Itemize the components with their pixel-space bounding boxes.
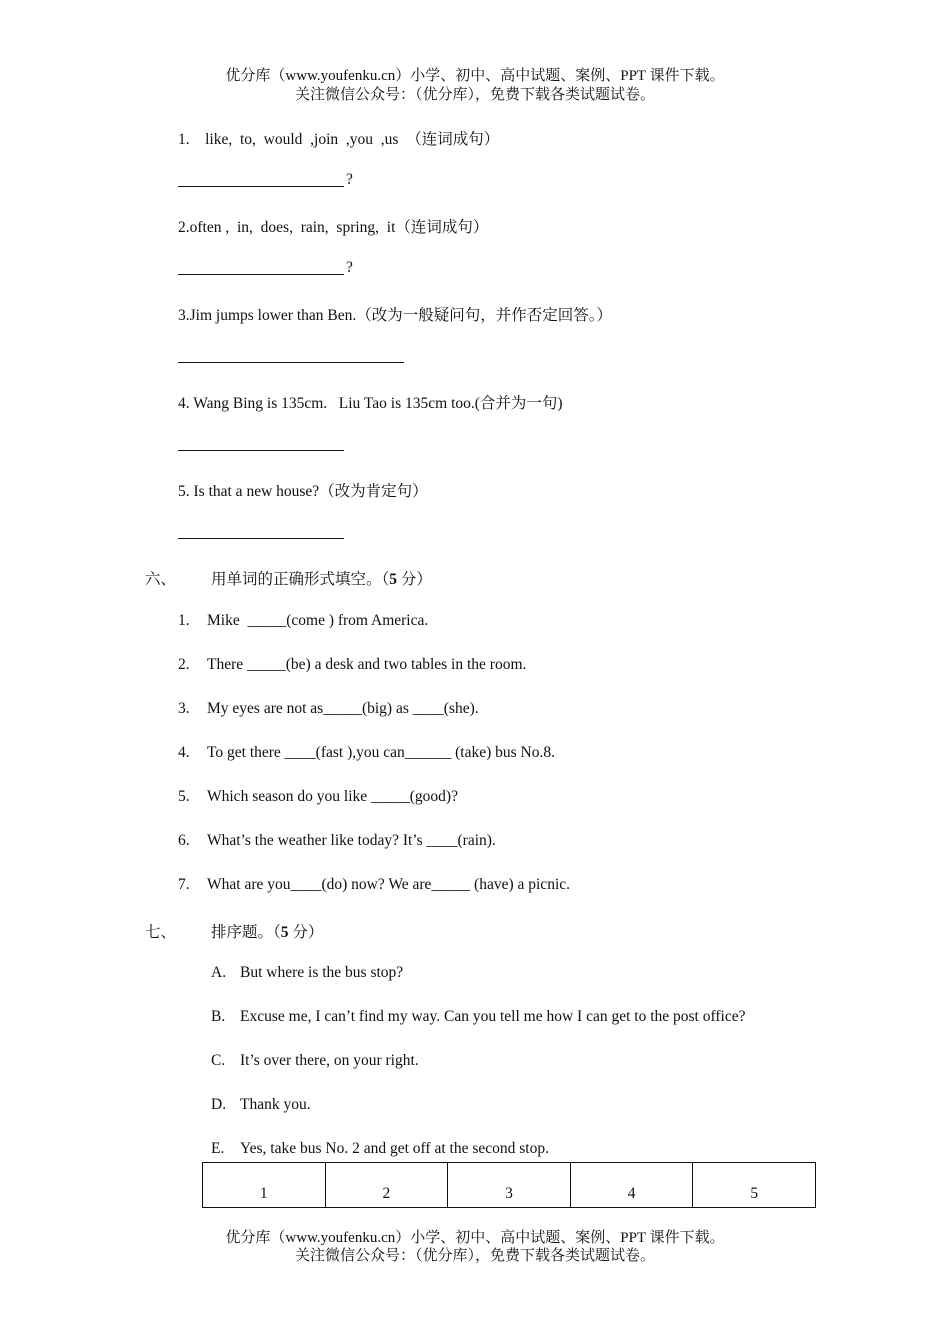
fill-item-text: What’s the weather like today? It’s ____(rain). [207, 832, 496, 849]
order-option-text: It’s over there, on your right. [240, 1052, 419, 1069]
section-6-unit: 分） [397, 571, 432, 588]
order-cell-1[interactable]: 1 [203, 1163, 326, 1208]
header-line-2: 关注微信公众号：（优分库），免费下载各类试题试卷。 [294, 87, 655, 103]
section-7-heading [145, 920, 323, 942]
fill-item-text: Which season do you like _____(good)? [207, 788, 458, 805]
order-option-d [211, 1096, 311, 1114]
section-7-number: 七、 [145, 924, 177, 941]
order-option-label: A. [211, 964, 227, 981]
footer-line-2: 关注微信公众号：（优分库），免费下载各类试题试卷。 [294, 1248, 655, 1264]
answer-line-5 [178, 538, 344, 539]
fill-item [178, 656, 526, 674]
fill-item [178, 744, 555, 762]
fill-item [178, 788, 458, 806]
fill-item-number: 2. [178, 656, 190, 673]
fill-item-number: 3. [178, 700, 190, 717]
order-option-a [211, 964, 403, 982]
order-option-text: Yes, take bus No. 2 and get off at the second stop. [240, 1140, 549, 1157]
order-option-e [211, 1140, 549, 1158]
table-row [203, 1163, 816, 1208]
question-item-5: 5. Is that a new house?（改为肯定句） [178, 483, 428, 500]
fill-item [178, 832, 496, 850]
order-option-text: But where is the bus stop? [240, 964, 404, 981]
order-option-b [211, 1008, 745, 1026]
answer-line-4 [178, 450, 344, 451]
question-item-4: 4. Wang Bing is 135cm. Liu Tao is 135cm too.(合并为一句) [178, 395, 563, 412]
order-option-c [211, 1052, 419, 1070]
fill-item [178, 612, 428, 630]
header-line-1: 优分库（www.youfenku.cn）小学、初中、高中试题、案例、PPT 课件下载。 [225, 68, 725, 84]
fill-item-text: To get there ____(fast ),you can______ (take) bus No.8. [207, 744, 556, 761]
fill-item-text: My eyes are not as_____(big) as ____(she). [207, 700, 479, 717]
fill-item-number: 1. [178, 612, 190, 629]
fill-item-number: 6. [178, 832, 190, 849]
question-item-2: 2.often , in, does, rain, spring, it（连词成句） [178, 219, 489, 236]
section-6-heading [145, 567, 432, 589]
fill-item-number: 5. [178, 788, 190, 805]
section-7-score: 5 [280, 924, 289, 941]
fill-item-text: Mike _____(come ) from America. [207, 612, 429, 629]
order-answer-table [202, 1162, 816, 1208]
fill-item [178, 700, 479, 718]
answer-suffix-2: ? [346, 259, 353, 276]
answer-line-1 [178, 186, 344, 187]
footer-line-1: 优分库（www.youfenku.cn）小学、初中、高中试题、案例、PPT 课件下载。 [225, 1230, 725, 1246]
fill-item-text: There _____(be) a desk and two tables in the room. [207, 656, 527, 673]
fill-item-text: What are you____(do) now? We are_____ (have) a picnic. [207, 876, 571, 893]
section-7-title: 排序题。（ [211, 924, 281, 941]
order-cell-5[interactable]: 5 [693, 1163, 816, 1208]
order-cell-4[interactable]: 4 [570, 1163, 693, 1208]
order-option-text: Thank you. [240, 1096, 311, 1113]
fill-item [178, 876, 570, 894]
order-cell-2[interactable]: 2 [325, 1163, 448, 1208]
order-option-label: E. [211, 1140, 225, 1157]
section-6-title: 用单词的正确形式填空。（ [211, 571, 390, 588]
order-option-label: D. [211, 1096, 227, 1113]
section-6-number: 六、 [145, 571, 177, 588]
fill-item-number: 7. [178, 876, 190, 893]
answer-suffix-1: ? [346, 171, 353, 188]
section-7-unit: 分） [288, 924, 324, 941]
order-option-text: Excuse me, I can’t find my way. Can you tell me how I can get to the post office? [240, 1008, 746, 1025]
answer-line-2 [178, 274, 344, 275]
order-cell-3[interactable]: 3 [448, 1163, 571, 1208]
order-option-label: B. [211, 1008, 226, 1025]
question-item-3: 3.Jim jumps lower than Ben.（改为一般疑问句，并作否定回答。） [178, 307, 612, 324]
section-6-score: 5 [389, 571, 398, 588]
fill-item-number: 4. [178, 744, 190, 761]
answer-line-3 [178, 362, 404, 363]
order-option-label: C. [211, 1052, 226, 1069]
question-item-1: 1. like, to, would ,join ,you ,us （连词成句） [178, 131, 500, 148]
